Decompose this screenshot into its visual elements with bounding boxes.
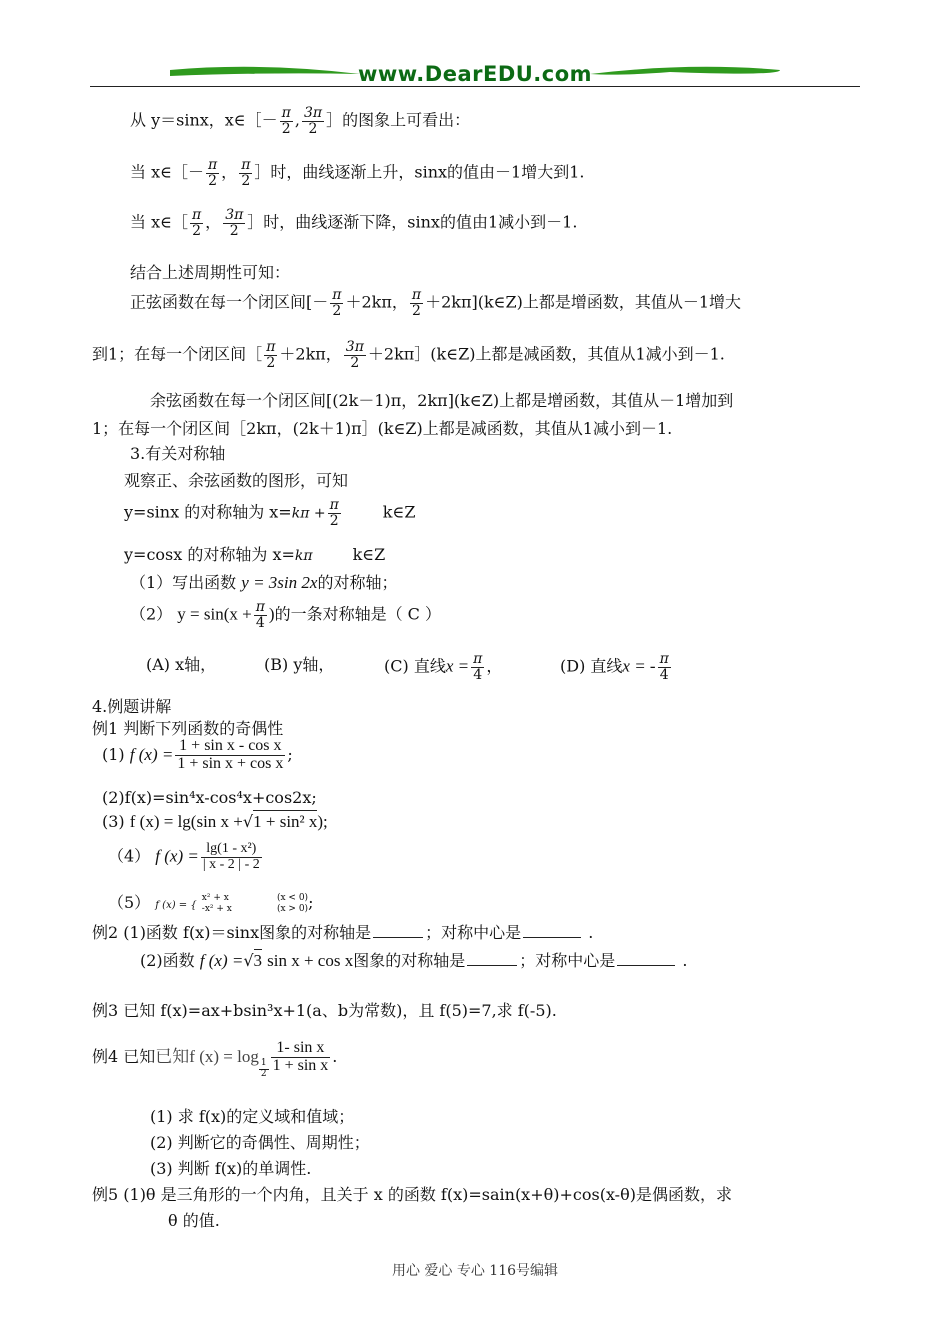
line-text: 正弦函数在每一个闭区间[－: [130, 292, 329, 312]
fraction: $\frac{\text{1- sin x}}{\text{1 + sin x}}$: [272, 1039, 329, 1074]
fraction: $\frac{\pi}{2}$: [191, 207, 202, 239]
line-text: ;: [308, 893, 314, 912]
line-text: 的对称轴；: [317, 573, 398, 592]
function-4: [108, 842, 264, 872]
fraction: $\frac{\pi}{2}$: [207, 157, 218, 189]
line-text: ］时，曲线逐渐上升，sinx的值由－1增大到1.: [254, 162, 585, 182]
line-text: y=cosx 的对称轴为 x=: [124, 545, 295, 564]
text-line-6: [92, 340, 725, 370]
line-text: (C) 直线: [384, 656, 446, 676]
example-2-line-1: [92, 920, 593, 943]
math-text: x =: [445, 656, 470, 676]
line-text: y=sinx 的对称轴为 x=: [124, 502, 292, 522]
log-base: $\frac{1}{2}$: [260, 1058, 267, 1079]
example-4: [92, 1040, 337, 1079]
option-a: (A) x轴，: [146, 655, 217, 674]
math-text: sin x + cos x: [267, 951, 354, 970]
example-2-line-2: (2)函数 f (x) =√3 sin x + cos x图象的对称轴是 ；对称中心是 .: [140, 951, 688, 970]
line-text: (D) 直线: [560, 656, 623, 676]
line-text: ］时，曲线逐渐下降，sinx的值由1减小到－1.: [247, 212, 578, 232]
function-5: [108, 890, 313, 915]
answer-blank[interactable]: [617, 951, 675, 966]
line-text: ＋2kπ，: [345, 292, 408, 312]
line-text: ;: [287, 744, 293, 764]
logo-text: www.DearEDU.com: [357, 62, 593, 86]
line-text: .: [682, 951, 688, 970]
math-text: kπ: [294, 548, 313, 564]
line-text: 例4 已知: [92, 1046, 156, 1066]
piecewise-conditions: (x < 0) (x > 0): [276, 892, 309, 914]
text-line-3: 当 x∈［ $\frac{\pi}{2}$ ， $\frac{3\pi}{2}$ ］时，曲线逐渐下降，sinx的值由1减小到－1.: [130, 207, 578, 239]
math-text: f (x) =: [155, 846, 199, 866]
line-text: ；对称中心是: [425, 923, 522, 942]
math-text: f (x) = lg(sin x +: [129, 812, 243, 831]
example-5-line-1: 例5 (1)θ 是三角形的一个内角，且关于 x 的函数 f(x)=sain(x+θ)+cos(x-θ)是偶函数，求: [92, 1185, 732, 1204]
fraction: $\frac{\pi}{2}$: [411, 287, 422, 319]
question-3: (3) 判断 f(x)的单调性.: [150, 1159, 312, 1178]
question-1: (1) 求 f(x)的定义域和值域；: [150, 1107, 355, 1126]
fraction: $\frac{\pi}{2}$: [329, 497, 339, 529]
fraction: $\frac{3\pi}{2}$: [345, 339, 364, 371]
line-text: (1): [102, 744, 125, 764]
line-text: 图象的对称轴是: [353, 951, 466, 970]
line-text: （4）: [108, 846, 151, 866]
line-text: ＋2kπ](k∈Z)上都是增函数，其值从－1增大: [425, 292, 742, 312]
math-text: f (x) =: [199, 951, 244, 970]
line-text: 当 x∈［: [130, 212, 188, 232]
line-text: (3): [102, 812, 125, 831]
fraction: $\frac{\pi}{2}$: [281, 105, 291, 137]
line-text: （2）: [130, 604, 173, 624]
line-text: 从 y＝sinx，x∈［－: [130, 110, 278, 130]
function-2: (2)f(x)=sin⁴x-cos⁴x+cos2x;: [102, 788, 317, 807]
math-text: y = 3sin 2x: [241, 573, 318, 592]
line-text: 的一条对称轴是（ C ）: [274, 604, 442, 624]
fraction: $\frac{\text{lg(1 - x²)}}{| x - 2 | - 2}$: [202, 841, 260, 872]
section-heading-4: 4.例题讲解: [92, 697, 172, 716]
fraction: $\frac{\pi}{4}$: [473, 651, 483, 683]
text-line-11: [124, 498, 415, 528]
fraction: $\frac{\pi}{2}$: [332, 287, 342, 319]
example-1-title: 例1 判断下列函数的奇偶性: [92, 719, 284, 738]
answer-blank[interactable]: [467, 951, 517, 966]
text-line-5: [130, 288, 741, 318]
text-line-8: 1；在每一个闭区间［2kπ，(2k＋1)π］(k∈Z)上都是减函数，其值从1减小到－1.: [92, 419, 673, 438]
math-text: ): [268, 604, 275, 624]
piecewise-cases: x² + x -x² + x: [201, 892, 232, 914]
fraction: $\frac{\text{1 + sin x - cos x}}{\text{1 + sin x + cos x}}$: [177, 737, 284, 772]
option-c: (C) 直线x = $\frac{\pi}{4}$ ，: [384, 651, 503, 683]
math-text: 3: [253, 951, 263, 970]
text-line-2: 当 x∈［－ $\frac{\pi}{2}$ ， $\frac{\pi}{2}$ ］时，曲线逐渐上升，sinx的值由－1增大到1.: [130, 157, 585, 189]
line-text: ］的图象上可看出：: [326, 110, 471, 130]
line-text: 到1；在每一个闭区间［: [92, 344, 263, 364]
answer-blank[interactable]: [373, 923, 423, 938]
fraction: $\frac{3\pi}{2}$: [303, 105, 323, 137]
question-2: (2) 判断它的奇偶性、周期性；: [150, 1133, 370, 1152]
text-line-1: 从 y＝sinx，x∈［－ $\frac{\pi}{2}$ , $\frac{3\pi}{2}$ ］的图象上可看出：: [130, 105, 471, 137]
line-text: .: [588, 923, 594, 942]
text-line-12: [124, 542, 385, 565]
math-text: 1 + sin² x: [253, 812, 318, 831]
page-footer: 用心 爱心 专心 116号编辑: [391, 1263, 559, 1279]
header-rule: [90, 86, 860, 87]
text-line-7: 余弦函数在每一个闭区间[(2k－1)π，2kπ](k∈Z)上都是增函数，其值从－1增加到: [150, 391, 734, 410]
math-text: f (x) =: [129, 744, 174, 764]
line-text: （1）写出函数: [130, 573, 237, 592]
math-text: y = sin(x +: [177, 604, 252, 624]
math-text: );: [317, 812, 328, 831]
header-logo: [170, 60, 780, 88]
text-line-4: 结合上述周期性可知：: [130, 263, 291, 282]
line-text: k∈Z: [382, 502, 416, 522]
text-line-10: 观察正、余弦函数的图形，可知: [124, 471, 349, 490]
line-text: (2)函数: [140, 951, 195, 970]
fraction: $\frac{\pi}{4}$: [659, 651, 669, 683]
function-3: (3) f (x) = lg(sin x +√1 + sin² x);: [102, 812, 328, 831]
example-3: 例3 已知 f(x)=ax+bsin³x+1(a、b为常数)，且 f(5)=7,求 f(-5).: [92, 1001, 557, 1020]
fraction: $\frac{\pi}{4}$: [255, 599, 265, 631]
example-5-line-2: θ 的值.: [168, 1211, 220, 1230]
answer-blank[interactable]: [523, 923, 581, 938]
line-text: ＋2kπ，: [279, 344, 342, 364]
math-text: 已知f (x) = log: [155, 1046, 259, 1066]
option-d: [560, 652, 673, 682]
function-1: [102, 738, 293, 773]
line-text: 例2 (1)函数 f(x)＝sinx图象的对称轴是: [92, 923, 372, 942]
line-text: ；对称中心是: [519, 951, 616, 970]
line-text: k∈Z: [352, 545, 386, 564]
text-line-13: [130, 570, 397, 593]
line-text: （5）: [108, 893, 151, 912]
section-heading-3: 3.有关对称轴: [130, 444, 226, 463]
fraction: $\frac{3\pi}{2}$: [225, 207, 244, 239]
math-text: x = -: [622, 656, 656, 676]
fraction: $\frac{\pi}{2}$: [241, 157, 251, 189]
text-line-14: [130, 600, 441, 630]
line-text: .: [332, 1046, 338, 1066]
fraction: $\frac{\pi}{2}$: [266, 339, 276, 371]
math-text: kπ +: [291, 505, 326, 522]
option-b: (B) y轴，: [264, 655, 335, 674]
math-text: f (x) = {: [155, 900, 197, 911]
line-text: ＋2kπ］(k∈Z)上都是减函数，其值从1减小到－1.: [367, 344, 725, 364]
line-text: 当 x∈［－: [130, 162, 204, 182]
